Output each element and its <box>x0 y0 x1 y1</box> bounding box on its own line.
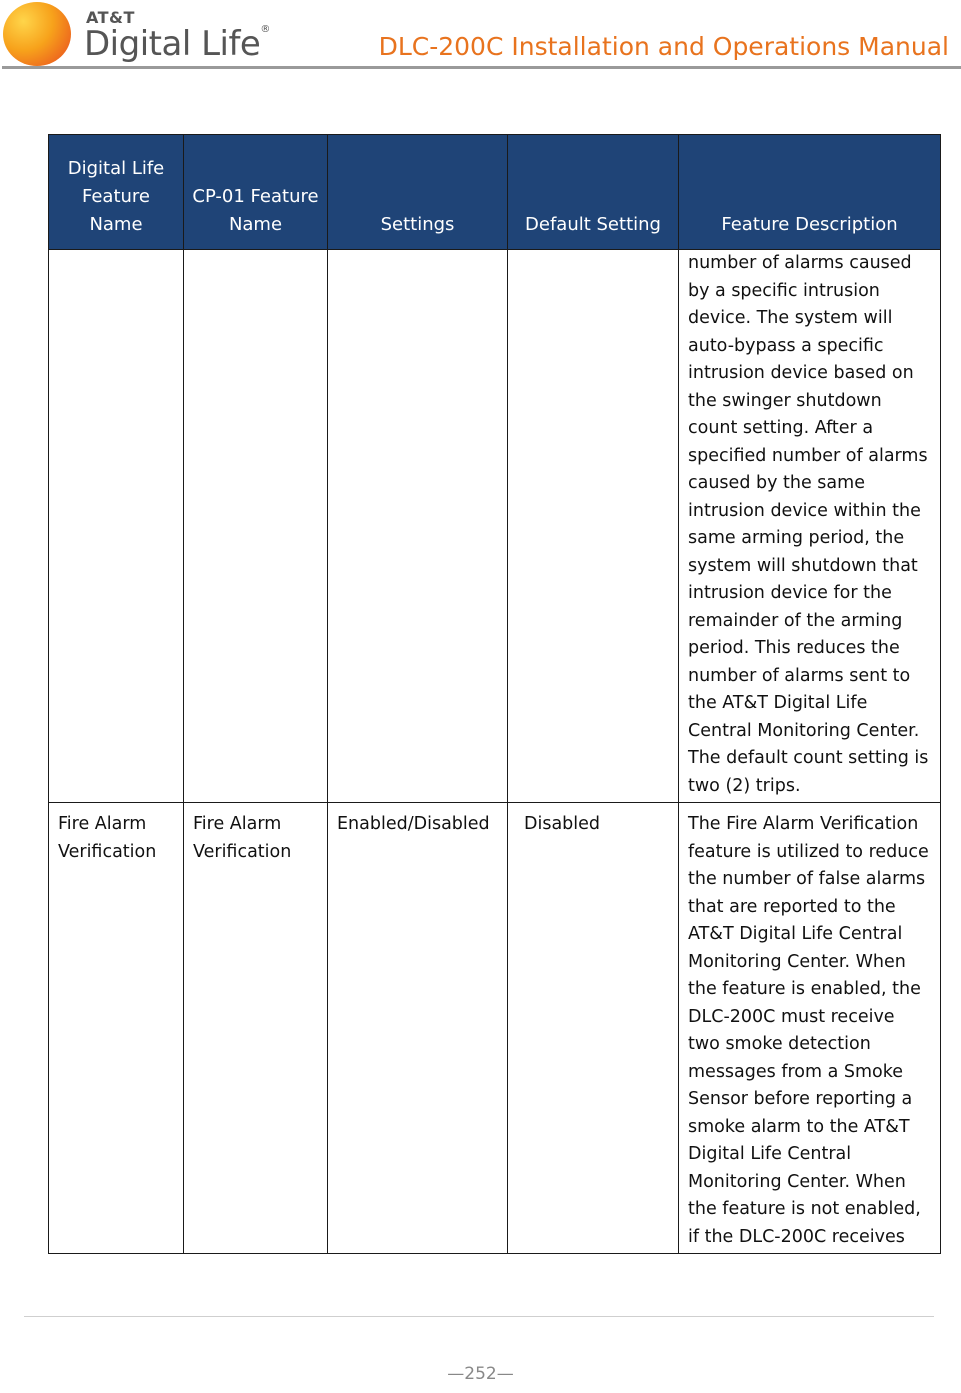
cell-settings: Enabled/Disabled <box>328 803 508 1254</box>
footer-divider <box>24 1316 934 1317</box>
brand-top: AT&T <box>86 8 135 27</box>
registered-mark: ® <box>260 24 270 35</box>
cell-description: The Fire Alarm Verification feature is utilized to reduce the number of false alarms that are reported to the AT&T Digital Life Central Monitoring Center. When the feature is enabled, the DLC-200C must receive two smoke detection messages from a Smoke Sensor before reporting a smoke alarm to the AT&T Digital Life Central Monitoring Center. When the feature is not enabled, if the DLC-200C receives <box>679 803 941 1254</box>
document-title: DLC-200C Installation and Operations Manual <box>378 32 949 61</box>
feature-table <box>48 134 941 1254</box>
page-number: —252— <box>447 1364 514 1384</box>
header-divider <box>2 66 961 69</box>
page-header <box>0 0 961 72</box>
cell-default <box>508 250 679 803</box>
col-header-settings: Settings <box>328 135 508 250</box>
cell-dl-name <box>49 250 184 803</box>
table-header-row <box>49 135 941 250</box>
brand-main <box>84 24 270 64</box>
att-globe-logo <box>3 2 71 66</box>
cell-description: number of alarms caused by a specific intrusion device. The system will auto-bypass a specific intrusion device based on the swinger shutdown count setting. After a specified number of alarms caused by the same intrusion device within the same arming period, the system will shutdown that intrusion device for the remainder of the arming period. This reduces the number of alarms sent to the AT&T Digital Life Central Monitoring Center. The default count setting is two (2) trips. <box>679 250 941 803</box>
cell-dl-name: Fire Alarm Verification <box>49 803 184 1254</box>
cell-cp-name: Fire Alarm Verification <box>184 803 328 1254</box>
col-header-dl-name: Digital Life Feature Name <box>49 135 184 250</box>
col-header-description: Feature Description <box>679 135 941 250</box>
table-row <box>49 250 941 803</box>
col-header-cp-name: CP-01 Feature Name <box>184 135 328 250</box>
brand-main-text: Digital Life <box>84 24 261 64</box>
cell-cp-name <box>184 250 328 803</box>
col-header-default: Default Setting <box>508 135 679 250</box>
cell-settings <box>328 250 508 803</box>
table-row <box>49 803 941 1254</box>
cell-default: Disabled <box>508 803 679 1254</box>
